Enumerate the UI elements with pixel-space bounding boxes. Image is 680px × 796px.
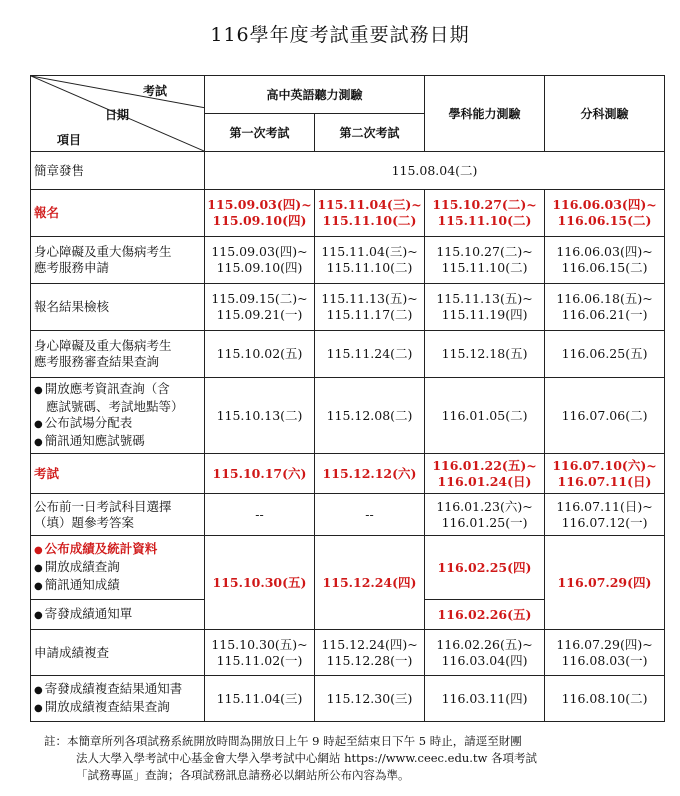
brochure-date: 115.08.04(二) (205, 152, 665, 190)
header-gept-first: 第一次考試 (205, 114, 315, 152)
date-cell: 116.02.26(五)~ 116.03.04(四) (425, 630, 545, 676)
date-cell: 116.06.03(四)~ 116.06.15(二) (545, 190, 665, 237)
date-cell: 115.09.03(四)~ 115.09.10(四) (205, 237, 315, 284)
row-label: 身心障礙及重大傷病考生 應考服務審查結果查詢 (31, 331, 205, 378)
date-cell: -- (205, 494, 315, 536)
corner-date-label: 日期 (105, 108, 130, 122)
date-cell: 115.10.02(五) (205, 331, 315, 378)
page-title: 116學年度考試重要試務日期 (210, 24, 470, 46)
row-label: 身心障礙及重大傷病考生 應考服務申請 (31, 237, 205, 284)
date-cell: 115.12.12(六) (315, 454, 425, 494)
date-cell: 116.02.25(四) (425, 536, 545, 600)
footnote-line: 法人大學入學考試中心基金會大學入學考試中心網站 https://www.ceec.edu.tw 各項考試 (76, 751, 538, 765)
date-cell: 115.12.24(四) (315, 536, 425, 630)
table-row (31, 237, 665, 284)
date-cell: 115.11.04(三)~ 115.11.10(二) (315, 237, 425, 284)
date-cell: 115.10.30(五) (205, 536, 315, 630)
row-label: 簡章發售 (31, 152, 205, 190)
table-row (31, 190, 665, 237)
date-cell: 116.06.25(五) (545, 331, 665, 378)
date-cell: 116.07.29(四) (545, 536, 665, 630)
date-cell: -- (315, 494, 425, 536)
date-cell: 116.07.11(日)~ 116.07.12(一) (545, 494, 665, 536)
table-row (31, 454, 665, 494)
date-cell: 116.06.18(五)~ 116.06.21(一) (545, 284, 665, 331)
schedule-table (30, 75, 665, 722)
corner-header-cell (31, 76, 205, 152)
date-cell: 115.12.24(四)~ 115.12.28(一) (315, 630, 425, 676)
corner-exam-label: 考試 (143, 84, 168, 98)
row-label: ● 寄發成績通知單 (31, 600, 205, 630)
date-cell: 115.11.13(五)~ 115.11.17(二) (315, 284, 425, 331)
date-cell: 115.12.08(二) (315, 378, 425, 454)
date-cell: 116.01.23(六)~ 116.01.25(一) (425, 494, 545, 536)
header-gept: 高中英語聽力測驗 (205, 76, 425, 114)
date-cell: 116.06.03(四)~ 116.06.15(二) (545, 237, 665, 284)
date-cell: 116.07.10(六)~ 116.07.11(日) (545, 454, 665, 494)
table-row (31, 284, 665, 331)
table-row (31, 152, 665, 190)
date-cell: 115.11.24(二) (315, 331, 425, 378)
table-row (31, 676, 665, 722)
date-cell: 115.10.30(五)~ 115.11.02(一) (205, 630, 315, 676)
table-row (31, 331, 665, 378)
date-cell: 115.11.04(三)~ 115.11.10(二) (315, 190, 425, 237)
date-cell: 115.09.03(四)~ 115.09.10(四) (205, 190, 315, 237)
row-label: 申請成績複查 (31, 630, 205, 676)
table-row (31, 494, 665, 536)
date-cell: 116.02.26(五) (425, 600, 545, 630)
date-cell: 115.11.04(三) (205, 676, 315, 722)
date-cell: 115.09.15(二)~ 115.09.21(一) (205, 284, 315, 331)
row-label: 報名結果檢核 (31, 284, 205, 331)
footnote (44, 733, 664, 784)
footnote-line: 「試務專區」查詢；各項試務訊息請務必以網站所公布內容為準。 (76, 768, 410, 782)
date-cell: 116.07.29(四)~ 116.08.03(一) (545, 630, 665, 676)
table-row (31, 536, 665, 600)
date-cell: 115.12.30(三) (315, 676, 425, 722)
row-label: ● 開放應考資訊查詢（含 應試號碼、考試地點等） ● 公布試場分配表 ● 簡訊通知應試號碼 (31, 378, 205, 454)
date-cell: 115.10.17(六) (205, 454, 315, 494)
date-cell: 116.07.06(二) (545, 378, 665, 454)
date-cell: 116.08.10(二) (545, 676, 665, 722)
date-cell: 115.12.18(五) (425, 331, 545, 378)
header-gsat: 學科能力測驗 (425, 76, 545, 152)
date-cell: 116.01.05(二) (425, 378, 545, 454)
header-gept-second: 第二次考試 (315, 114, 425, 152)
row-label: ● 寄發成績複查結果通知書 ● 開放成績複查結果查詢 (31, 676, 205, 722)
date-cell: 115.10.27(二)~ 115.11.10(二) (425, 190, 545, 237)
corner-item-label: 項目 (57, 133, 82, 147)
row-label: 公布前一日考試科目選擇 （填）題參考答案 (31, 494, 205, 536)
row-label: ● 公布成績及統計資料 ● 開放成績查詢 ● 簡訊通知成績 (31, 536, 205, 600)
row-label: 報名 (31, 190, 205, 237)
table-row (31, 378, 665, 454)
table-row (31, 630, 665, 676)
date-cell: 116.03.11(四) (425, 676, 545, 722)
date-cell: 115.11.13(五)~ 115.11.19(四) (425, 284, 545, 331)
date-cell: 115.10.27(二)~ 115.11.10(二) (425, 237, 545, 284)
row-label: 考試 (31, 454, 205, 494)
header-ast: 分科測驗 (545, 76, 665, 152)
date-cell: 115.10.13(二) (205, 378, 315, 454)
footnote-line: 註：本簡章所列各項試務系統開放時間為開放日上午 9 時起至結束日下午 5 時止，請逕至財團 (44, 734, 522, 748)
date-cell: 116.01.22(五)~ 116.01.24(日) (425, 454, 545, 494)
